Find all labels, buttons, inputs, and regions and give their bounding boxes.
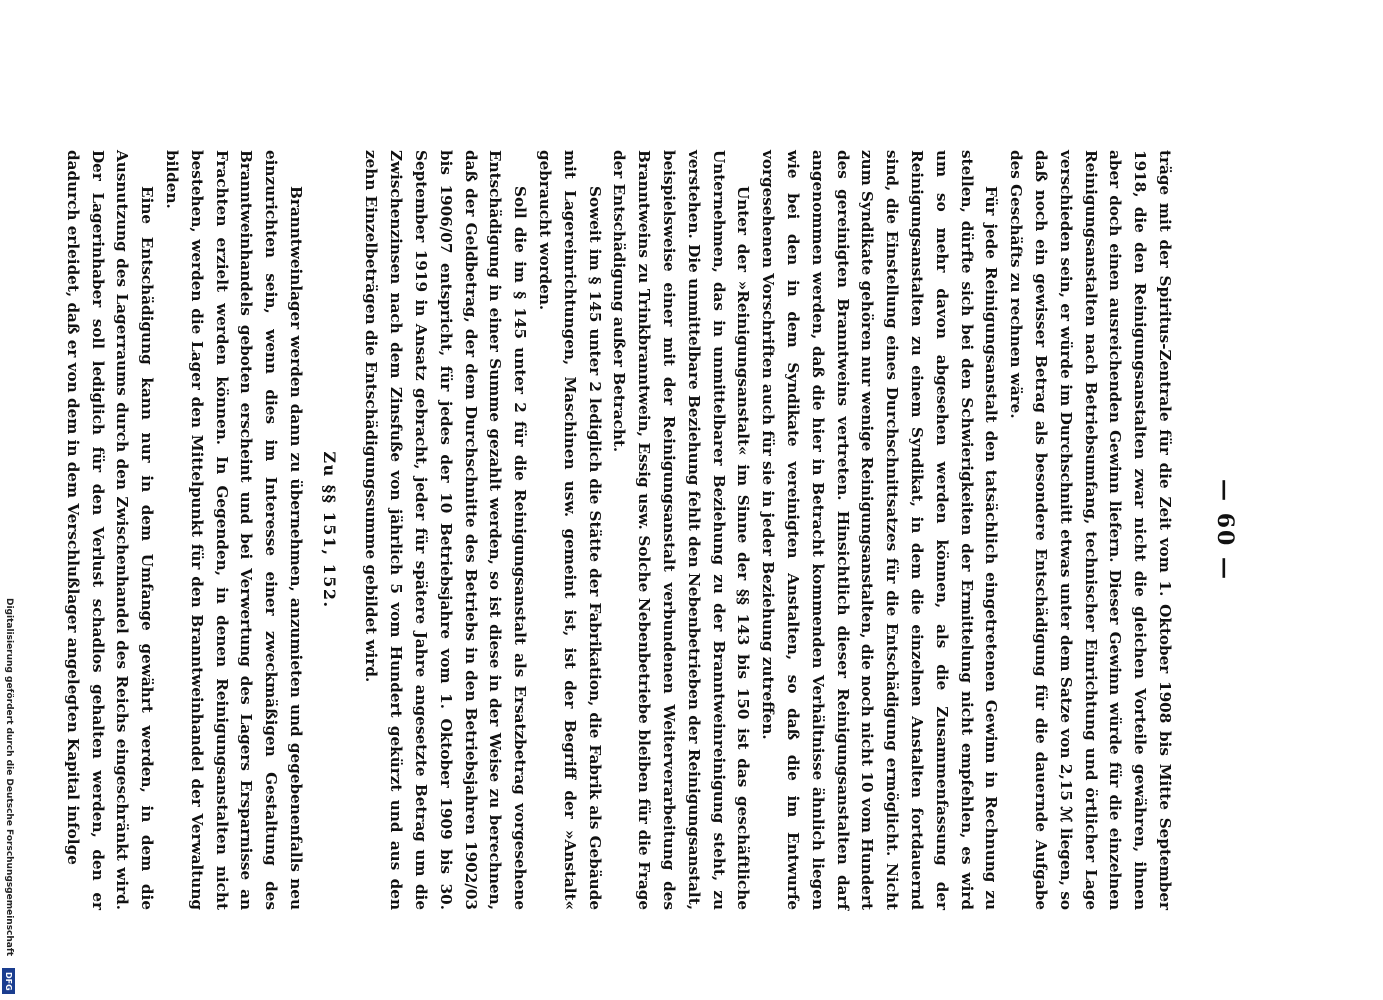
paragraph-5: Soll die im § 145 unter 2 für die Reinigungsanstalt als Ersatzbetrag vorgesehene Entschädigung in einer Summe gezahlt werden, so ist diese in der Weise zu berechnen, daß der Geldbetrag, der dem Durchschnitte des Betriebs in den Betriebsjahren 1902/03 bis 1906/07 entspricht, für jedes der 10 Betriebsjahre vom 1. Oktober 1909 bis 30. September 1919 in Ansatz gebracht, jeder für spätere Jahre angesetzte Betrag um die Zwischenzinsen nach dem Zinsfuße von jährlich 5 vom Hundert gekürzt und aus den zehn Einzelbeträgen die Entschädigungssumme gebildet wird.	[362, 150, 530, 910]
rotated-page-content	[63, 150, 1245, 910]
funding-footer-text: Digitalisierung gefördert durch die Deutsche Forschungsgemeinschaft	[4, 598, 14, 957]
section-heading: Zu §§ 151, 152.	[319, 451, 339, 609]
paragraph-2: Für jede Reinigungsanstalt den tatsächlich eingetretenen Gewinn in Rechnung zu stellen, dürfte sich bei den Schwierigkeiten der Ermittelung nicht empfehlen, es wird um so mehr davon abgesehen werden können, als die Zusammenfassung der Reinigungsanstalten zu einem Syndikat, in dem die einzelnen Anstalten fortdauernd sind, die Einstellung eines Durchschnittsatzes für die Entschädigung ermöglicht. Nicht zum Syndikate gehören nur wenige Reinigungsanstalten, die noch nicht 10 vom Hundert des gereinigten Branntweins vertreten. Hinsichtlich dieser Reinigungsanstalten darf angenommen werden, daß die hier in Betracht kommenden Verhältnisse ähnlich liegen wie bei den in dem Syndikate vereinigten Anstalten, so daß die im Entwurfe vorgesehenen Vorschriften auch für sie in jeder Beziehung zutreffen.	[759, 150, 1001, 910]
paragraph-4: Soweit im § 145 unter 2 lediglich die Stätte der Fabrikation, die Fabrik als Gebäude mit Lagereinrichtungen, Maschinen usw. gemeint ist, ist der Begriff der »Anstalt« gebraucht worden.	[536, 150, 604, 910]
dfg-logo: DFG	[2, 968, 15, 994]
funding-footer	[0, 598, 18, 998]
paragraph-1: träge mit der Spiritus-Zentrale für die Zeit vom 1. Oktober 1908 bis Mitte September 1918, die den Reinigungsanstalten zwar nicht die gleichen Vorteile gewähren, ihnen aber doch einen ausreichenden Gewinn liefern. Dieser Gewinn würde für die einzelnen Reinigungsanstalten nach Betriebsumfang, technischer Einrichtung und örtlicher Lage verschieden sein, er würde im Durchschnitt etwas unter dem Satze von 2,15 ℳ liegen, so daß noch ein gewisser Betrag als besondere Entschädigung für die dauernde Aufgabe des Geschäfts zu rechnen wäre.	[1007, 150, 1174, 910]
section-paragraph-2: Eine Entschädigung kann nur in dem Umfange gewährt werden, in dem die Ausnutzung des Lagerraums durch den Zwischenhandel des Reichs eingeschränkt wird. Der Lagerinhaber soll lediglich für den Verlust schadlos gehalten werden, den er dadurch erleidet, daß er von dem in dem Verschlußlager angelegten Kapital infolge	[63, 150, 157, 910]
page-number: — 60 —	[1212, 479, 1238, 581]
body-text	[60, 150, 1177, 910]
section-paragraph-1: Branntweinlager werden dann zu übernehmen, anzumieten und gegebenenfalls neu einzurichten sein, wenn dies im Interesse einer zweckmäßigen Gestaltung des Branntweinhandels geboten erscheint und bei Verwertung des Lagers Ersparnisse an Frachten erzielt werden können. In Gegenden, in denen Reinigungsanstalten nicht bestehen, werden die Lager den Mittelpunkt für den Branntweinhandel der Verwaltung bilden.	[162, 150, 305, 910]
paragraph-3: Unter der »Reinigungsanstalt« im Sinne der §§ 143 bis 150 ist das geschäftliche Unternehmen, das in unmittelbarer Beziehung zu der Branntweinreinigung steht, zu verstehen. Die unmittelbare Beziehung fehlt den Nebenbetrieben der Reinigungsanstalt, beispielsweise einer mit der Reinigungsanstalt verbundenen Weiterverarbeitung des Branntweins zu Trinkbranntwein, Essig usw. Solche Nebenbetriebe bleiben für die Frage der Entschädigung außer Betracht.	[610, 150, 753, 910]
